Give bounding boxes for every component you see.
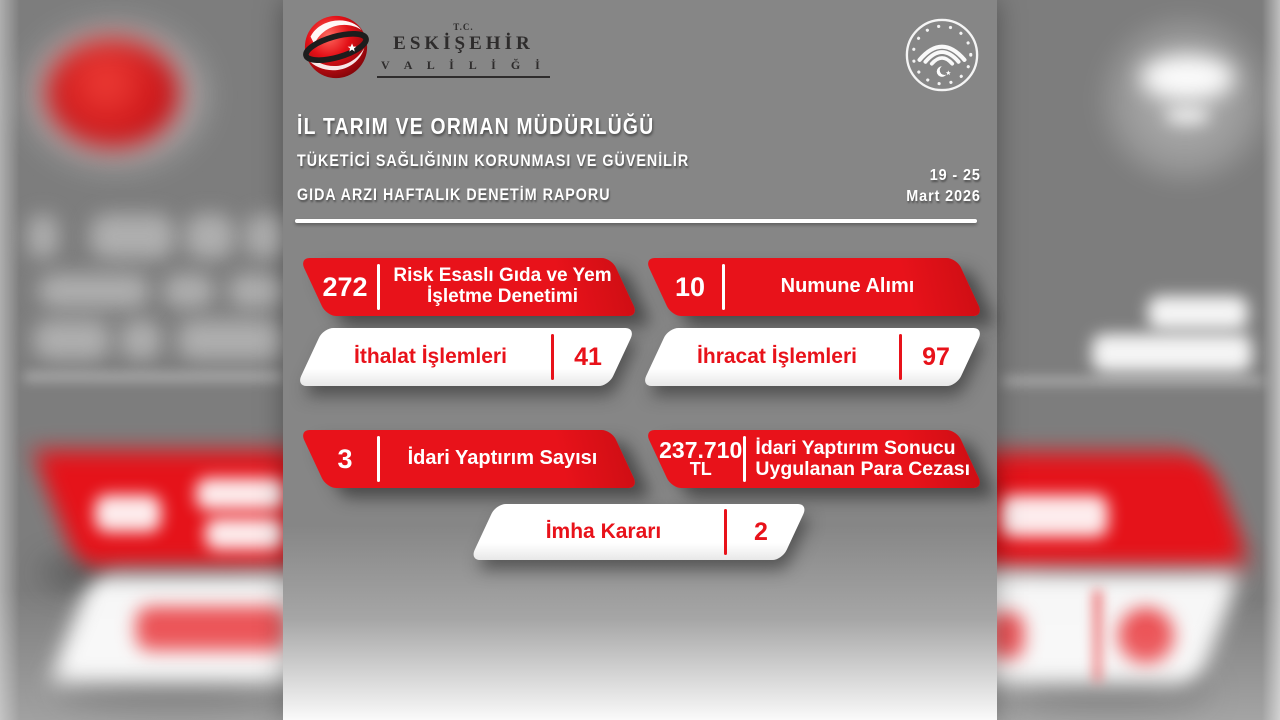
header-divider (295, 219, 977, 223)
ihracat-value: 97 (922, 342, 950, 371)
risk-denetim-value: 272 (322, 271, 368, 302)
bg-left-bottom-fade (0, 590, 283, 720)
gov-logo-city: ESKİŞEHİR (393, 32, 534, 54)
gov-logo-text (377, 22, 550, 78)
gov-logo (303, 14, 550, 85)
stat-card-ithalat (296, 328, 635, 386)
idari-yaptirim-value: 3 (337, 443, 353, 474)
numune-label: Numune Alımı (780, 275, 915, 298)
idari-yaptirim-label: İdari Yaptırım Sayısı (407, 447, 598, 470)
risk-denetim-label: Risk Esaslı Gıda ve Yem İşletme Denetimi (393, 265, 612, 307)
para-cezasi-value: 237.710 TL (659, 436, 743, 480)
report-date (906, 165, 981, 207)
bg-seal-core (1140, 55, 1235, 100)
gov-logo-sphere-icon (303, 14, 369, 85)
imha-value: 2 (754, 517, 768, 546)
numune-value: 10 (674, 271, 706, 302)
stat-card-numune (644, 258, 983, 316)
bg-right-bottom-fade (997, 600, 1280, 720)
date-month: Mart 2026 (906, 188, 981, 205)
page-title: İL TARIM VE ORMAN MÜDÜRLÜĞÜ (297, 113, 655, 139)
para-cezasi-label: İdari Yaptırım Sonucu Uygulanan Para Cezası (755, 436, 970, 480)
center-panel (283, 0, 997, 720)
subtitle-line1: TÜKETİCİ SAĞLIĞININ KORUNMASI VE GÜVENİLİR (297, 151, 690, 170)
ministry-seal-icon (903, 16, 981, 94)
ithalat-value: 41 (574, 342, 602, 371)
bg-divider-left (24, 374, 284, 380)
gov-logo-org: V A L İ L İ Ğ İ (377, 56, 550, 78)
date-range: 19 - 25 (929, 167, 981, 184)
stat-card-risk-denetim (299, 258, 638, 316)
bg-gov-logo-blob-red (45, 38, 180, 148)
ithalat-label: İthalat İşlemleri (354, 345, 507, 368)
stat-card-para-cezasi (644, 430, 983, 488)
bg-divider-right (1002, 378, 1264, 384)
gov-logo-tc: T.C. (453, 21, 474, 32)
stat-card-ihracat (641, 328, 983, 386)
imha-label: İmha Kararı (545, 520, 662, 543)
ihracat-label: İhracat İşlemleri (697, 345, 857, 368)
bg-seal-halo (1095, 15, 1275, 185)
subtitle-line2: GIDA ARZI HAFTALIK DENETİM RAPORU (297, 185, 611, 204)
stat-card-imha (470, 504, 808, 560)
stat-card-idari-yaptirim (299, 430, 638, 488)
